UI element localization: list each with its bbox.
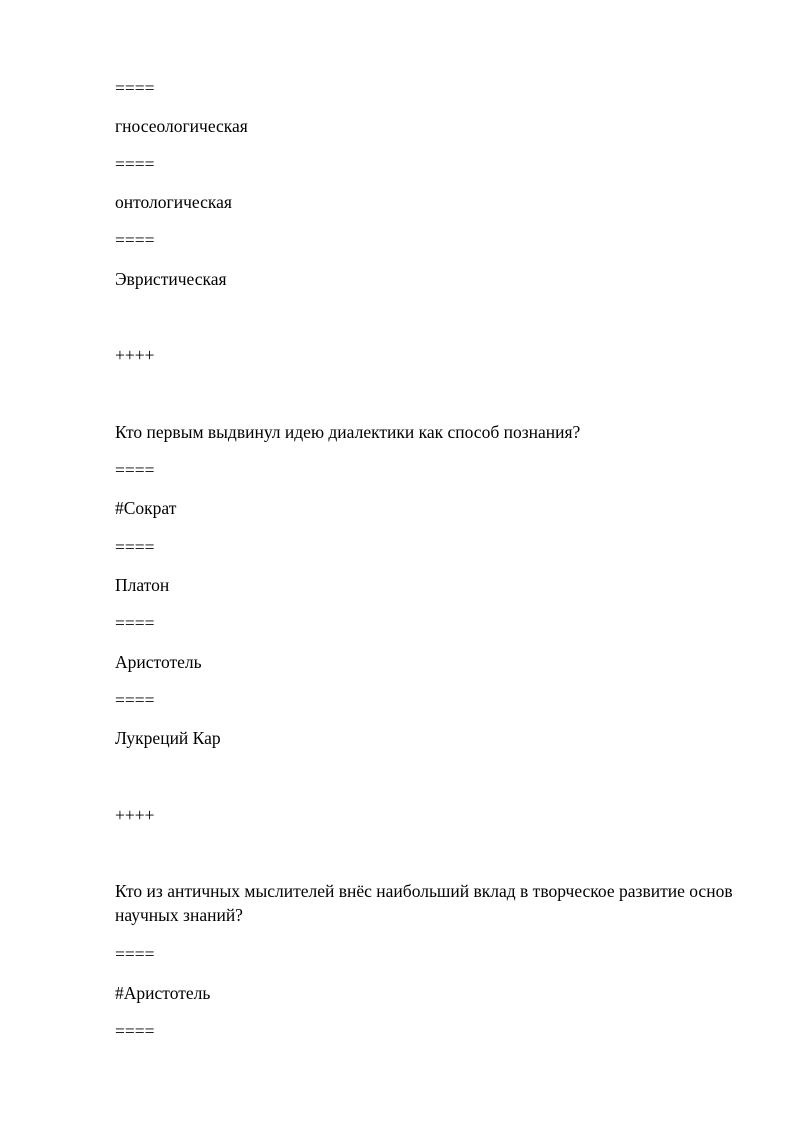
answer-option: гносеологическая xyxy=(115,116,248,136)
question-separator: ++++ xyxy=(115,805,155,825)
question-text: Кто первым выдвинул идею диалектики как способ познания? xyxy=(115,422,581,442)
answer-option: #Сократ xyxy=(115,498,177,518)
answer-separator: ==== xyxy=(115,1021,155,1041)
answer-separator: ==== xyxy=(115,690,155,710)
question-separator: ++++ xyxy=(115,345,155,365)
answer-separator: ==== xyxy=(115,944,155,964)
answer-option: Платон xyxy=(115,575,170,595)
answer-option: #Аристотель xyxy=(115,983,211,1003)
answer-separator: ==== xyxy=(115,78,155,98)
question-text: Кто из античных мыслителей внёс наибольший вклад в творческое развитие основ научных знаний? xyxy=(115,881,733,925)
answer-separator: ==== xyxy=(115,460,155,480)
answer-option: Лукреций Кар xyxy=(115,728,221,748)
answer-option: Аристотель xyxy=(115,652,202,672)
answer-option: Эвристическая xyxy=(115,269,227,289)
answer-separator: ==== xyxy=(115,537,155,557)
answer-separator: ==== xyxy=(115,154,155,174)
answer-separator: ==== xyxy=(115,230,155,250)
answer-separator: ==== xyxy=(115,613,155,633)
answer-option: онтологическая xyxy=(115,192,232,212)
